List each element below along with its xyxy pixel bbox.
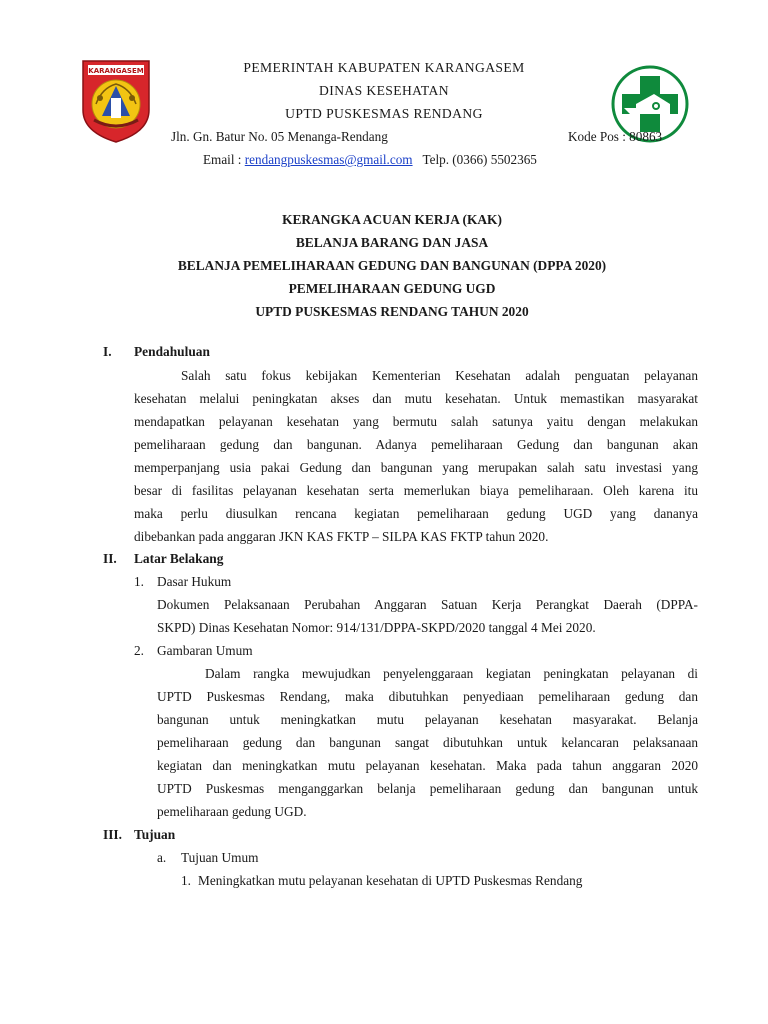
doc-title-line-1: KERANGKA ACUAN KERJA (KAK)	[282, 212, 502, 227]
doc-title-line-3: BELANJA PEMELIHARAAN GEDUNG DAN BANGUNAN (DPPA 2020)	[177, 258, 607, 273]
section-2-sub-2-line: UPTD Puskesmas Rendang, maka dibutuhkan penyediaan pemeliharaan gedung dan	[157, 689, 698, 704]
section-2-sub-1-number: 1.	[134, 574, 144, 589]
section-1-title: Pendahuluan	[134, 344, 210, 359]
section-3-item-1-text: Meningkatkan mutu pelayanan kesehatan di UPTD Puskesmas Rendang	[198, 873, 583, 888]
email-label: Email :	[203, 152, 245, 167]
section-2-sub-2-number: 2.	[134, 643, 144, 658]
section-2-sub-2-title: Gambaran Umum	[157, 643, 253, 658]
letterhead-department: DINAS KESEHATAN	[319, 83, 449, 98]
section-2-sub-1-line: SKPD) Dinas Kesehatan Nomor: 914/131/DPPA-SKPD/2020 tanggal 4 Mei 2020.	[157, 620, 596, 635]
section-1-line: pemeliharaan gedung dan bangunan. Adanya pemeliharaan Gedung dan bangunan akan	[134, 437, 698, 452]
section-1-line: maka perlu diusulkan rencana kegiatan pemeliharaan gedung UGD yang dananya	[134, 506, 698, 521]
section-1-line: Salah satu fokus kebijakan Kementerian Kesehatan adalah penguatan pelayanan	[181, 368, 698, 383]
phone-number: Telp. (0366) 5502365	[422, 152, 537, 167]
email-link[interactable]: rendangpuskesmas@gmail.com	[244, 152, 413, 167]
section-3-title: Tujuan	[134, 827, 176, 842]
section-2-title: Latar Belakang	[134, 551, 224, 566]
contact-spacer	[413, 152, 423, 167]
letterhead-postal-code: Kode Pos : 80863	[568, 129, 663, 144]
section-2-sub-2-line: pemeliharaan gedung dan bangunan sangat dibutuhkan untuk kelancaran pelaksanaan	[157, 735, 698, 750]
section-2-sub-2-line: Dalam rangka mewujudkan penyelenggaraan kegiatan peningkatan pelayanan di	[205, 666, 698, 681]
letterhead-unit: UPTD PUSKESMAS RENDANG	[285, 106, 483, 121]
section-1-line: mendapatkan pelayanan kesehatan yang bermutu salah satunya yaitu dengan melakukan	[134, 414, 698, 429]
section-2-sub-2-line: bangunan untuk meningkatkan mutu pelayanan kesehatan masyarakat. Belanja	[157, 712, 698, 727]
section-1-line: dibebankan pada anggaran JKN KAS FKTP – SILPA KAS FKTP tahun 2020.	[134, 529, 549, 544]
doc-title-line-4: PEMELIHARAAN GEDUNG UGD	[288, 281, 496, 296]
letterhead-government: PEMERINTAH KABUPATEN KARANGASEM	[243, 60, 525, 75]
section-3-number: III.	[103, 827, 122, 842]
section-2-sub-2-line: UPTD Puskesmas menganggarkan belanja pemeliharaan gedung dan bangunan untuk	[157, 781, 698, 796]
section-1-line: memperpanjang usia pakai Gedung dan bangunan yang merupakan salah satu investasi yang	[134, 460, 698, 475]
doc-title-line-2: BELANJA BARANG DAN JASA	[295, 235, 489, 250]
section-2-sub-2-line: pemeliharaan gedung UGD.	[157, 804, 307, 819]
section-3-item-1-number: 1.	[181, 873, 191, 888]
section-2-sub-2-line: kegiatan dan meningkatkan mutu pelayanan kesehatan. Maka pada tahun anggaran 2020	[157, 758, 698, 773]
section-1-line: kesehatan melalui peningkatan akses dan mutu kesehatan. Untuk memastikan masyarakat	[134, 391, 698, 406]
section-2-sub-1-line: Dokumen Pelaksanaan Perubahan Anggaran Satuan Kerja Perangkat Daerah (DPPA-	[157, 597, 698, 612]
section-3-sub-a-title: Tujuan Umum	[181, 850, 259, 865]
letterhead-contact	[203, 152, 537, 168]
section-3-sub-a-number: a.	[157, 850, 167, 865]
letterhead-address: Jln. Gn. Batur No. 05 Menanga-Rendang	[171, 129, 388, 144]
svg-text:KARANGASEM: KARANGASEM	[88, 67, 144, 75]
section-1-number: I.	[103, 344, 112, 359]
section-1-line: besar di fasilitas pelayanan kesehatan serta memerlukan biaya pemeliharaan. Oleh karena itu	[134, 483, 698, 498]
doc-title-line-5: UPTD PUSKESMAS RENDANG TAHUN 2020	[255, 304, 529, 319]
section-2-number: II.	[103, 551, 117, 566]
section-2-sub-1-title: Dasar Hukum	[157, 574, 232, 589]
